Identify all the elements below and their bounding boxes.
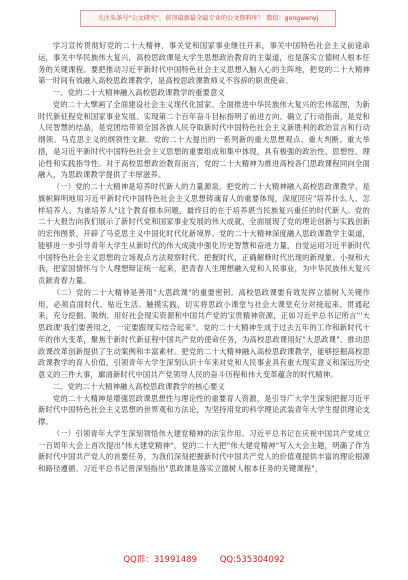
qq-group-label: QQ群：31991489 bbox=[123, 555, 198, 565]
footer bbox=[0, 552, 408, 568]
top-banner: 关注头条号"公文研究"，获得最新最全最专业的公文资料库！ 微信：gongwenyj bbox=[80, 10, 336, 27]
paragraph: 党的二十大擘画了全面建设社会主义现代化国家、全面推进中华民族伟大复兴的宏伟蓝图，为新时代新征程党和国家事业发展、实现第二个百年奋斗目标指明了前进方向、确立了行动指南，是党和人民智慧的结晶，是党团结带领全国各族人民夺取新时代中国特色社会主义新胜利的政治宣言和行动纲领。马克思主义的纲领性文献。党的二十大提出的一系列新的重大思想观点、重大判断、重大举措，是习近平新时代中国特色社会主义思想的重要组成和集中体现，具有极强的政治性、思想性、理论性和实践指导性。对于高校思想政治教育而言，党的二十大精神为推进高校各门思政课程同向全面融入，为思政课教学提供了丰厚滋养。 bbox=[38, 99, 370, 180]
paragraph: 党的二十大精神是增强思政课思想性与理论性的重要育人资源，是引导广大学生深刻把握习近平新时代中国特色社会主义思想的世界观和方法论，为坚持用党的科学理论武装青年大学生提供理论支撑。 bbox=[38, 393, 370, 426]
section-heading: 一、党的二十大精神融入高校思政课教学的重要意义 bbox=[52, 88, 226, 97]
paragraph: （一）党的二十大精神是培养时代新人的力量源泉。把党的二十大精神融入高校思政课教学，是旗帜鲜明地用习近平新时代中国特色社会主义思想铸魂育人的重要体现，深度回应"培养什么人、怎样培养人、为谁培养人"这个教育根本问题，最终目的在于培养堪当民族复兴重任的时代新人。党的二十大报告向我们展示了新时代党和国家事业发展的伟大成就、全面展现了党的理论创新与实践创新的宏伟图景，开辟了马克思主义中国化时代化新境界。党的二十大精神深度融入思政课教学主渠道，能够进一步引导青年大学生从新时代的伟大成就中强化历史智慧和奋进力量，自觉运用习近平新时代中国特色社会主义思想的立场观点方法观察时代、把握时代，正确解释时代出现的新现象、小视和大我，把家国情怀与个人理想辩证统一起来，把青春人生理想融入党和人民事业，为中华民族伟大复兴贡献青春力量。 bbox=[38, 182, 370, 285]
paragraph: （二）党的二十大精神是善用"大思政课"的重要密钥。高校思政课要有效发挥立德树人关键作用，必须直面时代、贴近生活、触摸实践，切实将思政小课堂与社会大课堂充分对接起来、贯通起来，充分挖掘、吸纳、用好社会现实资源和中国共产党的宝贵精神资源，正如习近平总书记所言"'大思政课'我们要善用之，一定要跟现实结合起来"。党的二十大精神生成于过去五年的工作和新时代十年的伟大变革，聚焦于新时代新征程中国共产党的使命任务，为高校思政课用好"大思政课"、推动思政课改革创新提供了生动案例和丰富素材。把党的二十大精神融入高校思政课教学，能够挖掘高校思政课教学的育人价值，引领青年大学生深刻认识十年来对党和人民事业具有重大现实意义和深远历史意义的三件大事，廓清新时代中国共产党领导人民的奋斗历程和伟大变革蕴含的时代精神。 bbox=[38, 287, 370, 379]
paragraph: （一）引领青年大学生深刻领悟伟大建党精神的法宝作用。习近平总书记在庆祝中国共产党成立一百周年大会上首次提出"伟大建党精神"，党的二十大把"伟大建党精神"写入大会主题，明确了作为新时代中国共产党人的首要任务，为我们深刻把握新时代中国共产党人的价值观提供丰富的理论根源和路径遵循。习近平总书记曾深刻指出"思政课是落实立德树人根本任务的关键课程"， bbox=[38, 428, 370, 473]
qq-contact-label: QQ:535304092 bbox=[219, 555, 285, 565]
section-heading: 二、党的二十大精神融入高校思政课教学的核心要义 bbox=[52, 381, 226, 391]
paragraph: 学习宣传贯彻好党的二十大精神，事关党和国家事业继往开来，事关中国特色社会主义前途命运，事关中华民族伟大复兴，高校思政课是大学生思想政治教育的主渠道，也是落实立德树人根本任务的关键课程。要把推动习近平新时代中国特色社会主义思想入脑入心的主阵地，把党的二十大精神第一时间有效融入高校思政课教学，是高校思政课教师义不容辞的职责使命。 bbox=[38, 41, 370, 86]
document-body bbox=[38, 40, 370, 540]
